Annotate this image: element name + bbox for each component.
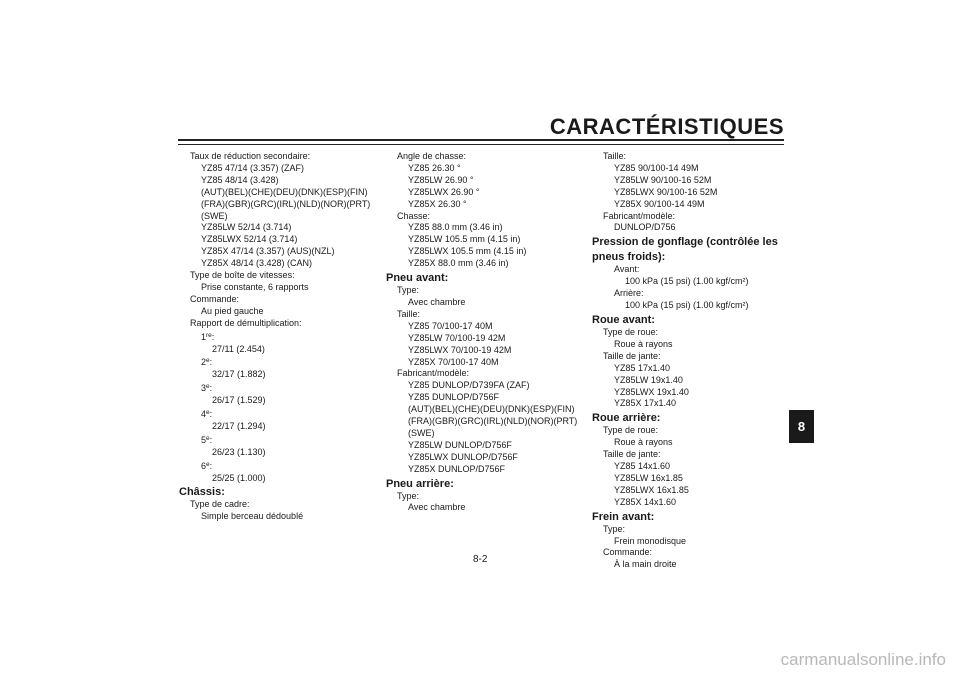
spec-line: YZ85X 26.30 ° xyxy=(408,198,467,209)
spec-line: Roue à rayons xyxy=(614,338,673,349)
spec-line: YZ85X 48/14 (3.428) (CAN) xyxy=(201,258,313,269)
spec-line: Taille de jante: xyxy=(603,350,661,361)
spec-line: YZ85 90/100-14 49M xyxy=(614,162,699,173)
spec-line: Avec chambre xyxy=(408,296,466,307)
section-heading: Frein avant: xyxy=(592,510,655,523)
spec-line: Taille: xyxy=(397,308,421,319)
watermark: carmanualsonline.info xyxy=(780,650,946,669)
spec-line: YZ85LWX 90/100-16 52M xyxy=(614,186,718,197)
section-heading: Pneu arrière: xyxy=(386,477,454,490)
spec-line: Commande: xyxy=(603,547,653,558)
chapter-tab: 8 xyxy=(789,410,814,443)
spec-line: Roue à rayons xyxy=(614,437,673,448)
spec-line: YZ85 DUNLOP/D739FA (ZAF) xyxy=(408,380,530,391)
spec-line xyxy=(179,383,379,395)
spec-line: (AUT)(BEL)(CHE)(DEU)(DNK)(ESP)(FIN) xyxy=(408,404,575,415)
spec-line xyxy=(179,435,379,447)
title-rule-thick xyxy=(178,139,784,141)
spec-line xyxy=(179,357,379,369)
spec-line: Type: xyxy=(603,523,626,534)
spec-line: Prise constante, 6 rapports xyxy=(201,281,309,292)
spec-line: Fabricant/modèle: xyxy=(603,210,676,221)
spec-line: Avant: xyxy=(614,264,640,275)
spec-line: 32/17 (1.882) xyxy=(212,369,266,380)
spec-line: YZ85 48/14 (3.428) xyxy=(201,174,279,185)
spec-line: (AUT)(BEL)(CHE)(DEU)(DNK)(ESP)(FIN) xyxy=(201,186,368,197)
spec-line: YZ85X 17x1.40 xyxy=(614,398,677,409)
spec-line: Type de roue: xyxy=(603,326,659,337)
spec-line xyxy=(179,409,379,421)
ordinal-number: 1 xyxy=(201,331,207,342)
spec-line: YZ85LW 26.90 ° xyxy=(408,174,474,185)
title-rule-thin xyxy=(178,144,784,145)
section-heading: Châssis: xyxy=(179,486,225,499)
spec-line: YZ85LW 16x1.85 xyxy=(614,472,683,483)
ordinal-suffix: e xyxy=(206,409,210,417)
spec-line: Arrière: xyxy=(614,288,644,299)
ordinal-colon: : xyxy=(211,331,215,342)
spec-line: 26/23 (1.130) xyxy=(212,446,266,457)
spec-line: Type de boîte de vitesses: xyxy=(190,270,295,281)
page-title: CARACTÉRISTIQUES xyxy=(549,114,784,139)
spec-line: Type: xyxy=(397,285,420,296)
spec-line: YZ85X 47/14 (3.357) (AUS)(NZL) xyxy=(201,246,335,257)
spec-line: YZ85 DUNLOP/D756F xyxy=(408,392,500,403)
ordinal-suffix: e xyxy=(206,383,210,391)
ordinal-colon: : xyxy=(209,383,213,394)
spec-line: 26/17 (1.529) xyxy=(212,395,266,406)
spec-line: 27/11 (2.454) xyxy=(212,343,265,354)
spec-line: DUNLOP/D756 xyxy=(614,222,676,233)
ordinal-colon: : xyxy=(209,460,213,471)
spec-line: YZ85 47/14 (3.357) (ZAF) xyxy=(201,162,305,173)
spec-line: YZ85LWX DUNLOP/D756F xyxy=(408,451,518,462)
section-heading: Roue arrière: xyxy=(592,412,661,425)
spec-line: Commande: xyxy=(190,293,240,304)
spec-line: Angle de chasse: xyxy=(397,151,467,161)
spec-line: Taille: xyxy=(603,151,627,161)
spec-line: Type de cadre: xyxy=(190,499,250,510)
spec-line: YZ85LW 90/100-16 52M xyxy=(614,174,712,185)
spec-line: YZ85 88.0 mm (3.46 in) xyxy=(408,222,503,233)
section-heading: Pneu avant: xyxy=(386,272,449,285)
spec-line: À la main droite xyxy=(614,559,677,570)
ordinal-number: 2 xyxy=(201,357,207,368)
ordinal-number: 5 xyxy=(201,434,207,445)
section-heading: pneus froids): xyxy=(592,251,666,264)
spec-line: YZ85LWX 105.5 mm (4.15 in) xyxy=(408,246,527,257)
spec-line: YZ85LW 70/100-19 42M xyxy=(408,332,506,343)
spec-line: 100 kPa (15 psi) (1.00 kgf/cm²) xyxy=(625,300,749,311)
spec-line: YZ85LWX 19x1.40 xyxy=(614,386,689,397)
spec-line: YZ85LWX 26.90 ° xyxy=(408,186,480,197)
ordinal-colon: : xyxy=(209,409,213,420)
spec-line: (FRA)(GBR)(GRC)(IRL)(NLD)(NOR)(PRT) xyxy=(408,416,578,427)
spec-line xyxy=(179,461,379,473)
ordinal-suffix: e xyxy=(206,460,210,468)
spec-line: YZ85X 14x1.60 xyxy=(614,496,677,507)
ordinal-number: 4 xyxy=(201,409,207,420)
ordinal-colon: : xyxy=(209,357,213,368)
spec-line: YZ85 26.30 ° xyxy=(408,162,461,173)
spec-line: YZ85X DUNLOP/D756F xyxy=(408,463,506,474)
spec-column-1 xyxy=(179,151,379,523)
spec-line: (SWE) xyxy=(408,427,435,438)
spec-line: YZ85LWX 52/14 (3.714) xyxy=(201,234,298,245)
ordinal-suffix: re xyxy=(206,331,212,339)
spec-line: Au pied gauche xyxy=(201,305,264,316)
ordinal-number: 3 xyxy=(201,383,207,394)
spec-line: YZ85 17x1.40 xyxy=(614,362,671,373)
spec-line: Simple berceau dédoublé xyxy=(201,511,304,522)
spec-line: Rapport de démultiplication: xyxy=(190,317,302,328)
spec-line: YZ85LW 52/14 (3.714) xyxy=(201,222,292,233)
spec-column-3 xyxy=(592,151,787,571)
spec-line: 100 kPa (15 psi) (1.00 kgf/cm²) xyxy=(625,276,749,287)
spec-line: YZ85LW 19x1.40 xyxy=(614,374,683,385)
ordinal-colon: : xyxy=(209,434,213,445)
section-heading: Roue avant: xyxy=(592,313,655,326)
spec-line: YZ85 14x1.60 xyxy=(614,461,671,472)
spec-line: Taille de jante: xyxy=(603,449,661,460)
spec-line: YZ85X 88.0 mm (3.46 in) xyxy=(408,258,509,269)
spec-line: Fabricant/modèle: xyxy=(397,368,470,379)
spec-line: (FRA)(GBR)(GRC)(IRL)(NLD)(NOR)(PRT) xyxy=(201,198,371,209)
spec-line: YZ85X 90/100-14 49M xyxy=(614,198,705,209)
spec-line: 22/17 (1.294) xyxy=(212,420,266,431)
page-number: 8-2 xyxy=(473,554,488,565)
ordinal-suffix: e xyxy=(206,357,210,365)
spec-column-2 xyxy=(386,151,586,514)
spec-line: Avec chambre xyxy=(408,502,466,513)
spec-line: (SWE) xyxy=(201,210,228,221)
spec-line xyxy=(179,332,379,344)
spec-line: Taux de réduction secondaire: xyxy=(190,151,311,161)
section-heading: Pression de gonflage (contrôlée les xyxy=(592,236,778,249)
spec-line: YZ85LW 105.5 mm (4.15 in) xyxy=(408,234,521,245)
spec-line: YZ85LWX 16x1.85 xyxy=(614,484,689,495)
spec-line: Chasse: xyxy=(397,210,431,221)
spec-line: YZ85LWX 70/100-19 42M xyxy=(408,344,512,355)
spec-line: Frein monodisque xyxy=(614,535,687,546)
spec-line: 25/25 (1.000) xyxy=(212,472,266,483)
spec-line: YZ85 70/100-17 40M xyxy=(408,320,493,331)
spec-line: YZ85X 70/100-17 40M xyxy=(408,356,499,367)
ordinal-suffix: e xyxy=(206,434,210,442)
spec-line: YZ85LW DUNLOP/D756F xyxy=(408,439,512,450)
spec-line: Type: xyxy=(397,490,420,501)
spec-line: Type de roue: xyxy=(603,425,659,436)
ordinal-number: 6 xyxy=(201,460,207,471)
